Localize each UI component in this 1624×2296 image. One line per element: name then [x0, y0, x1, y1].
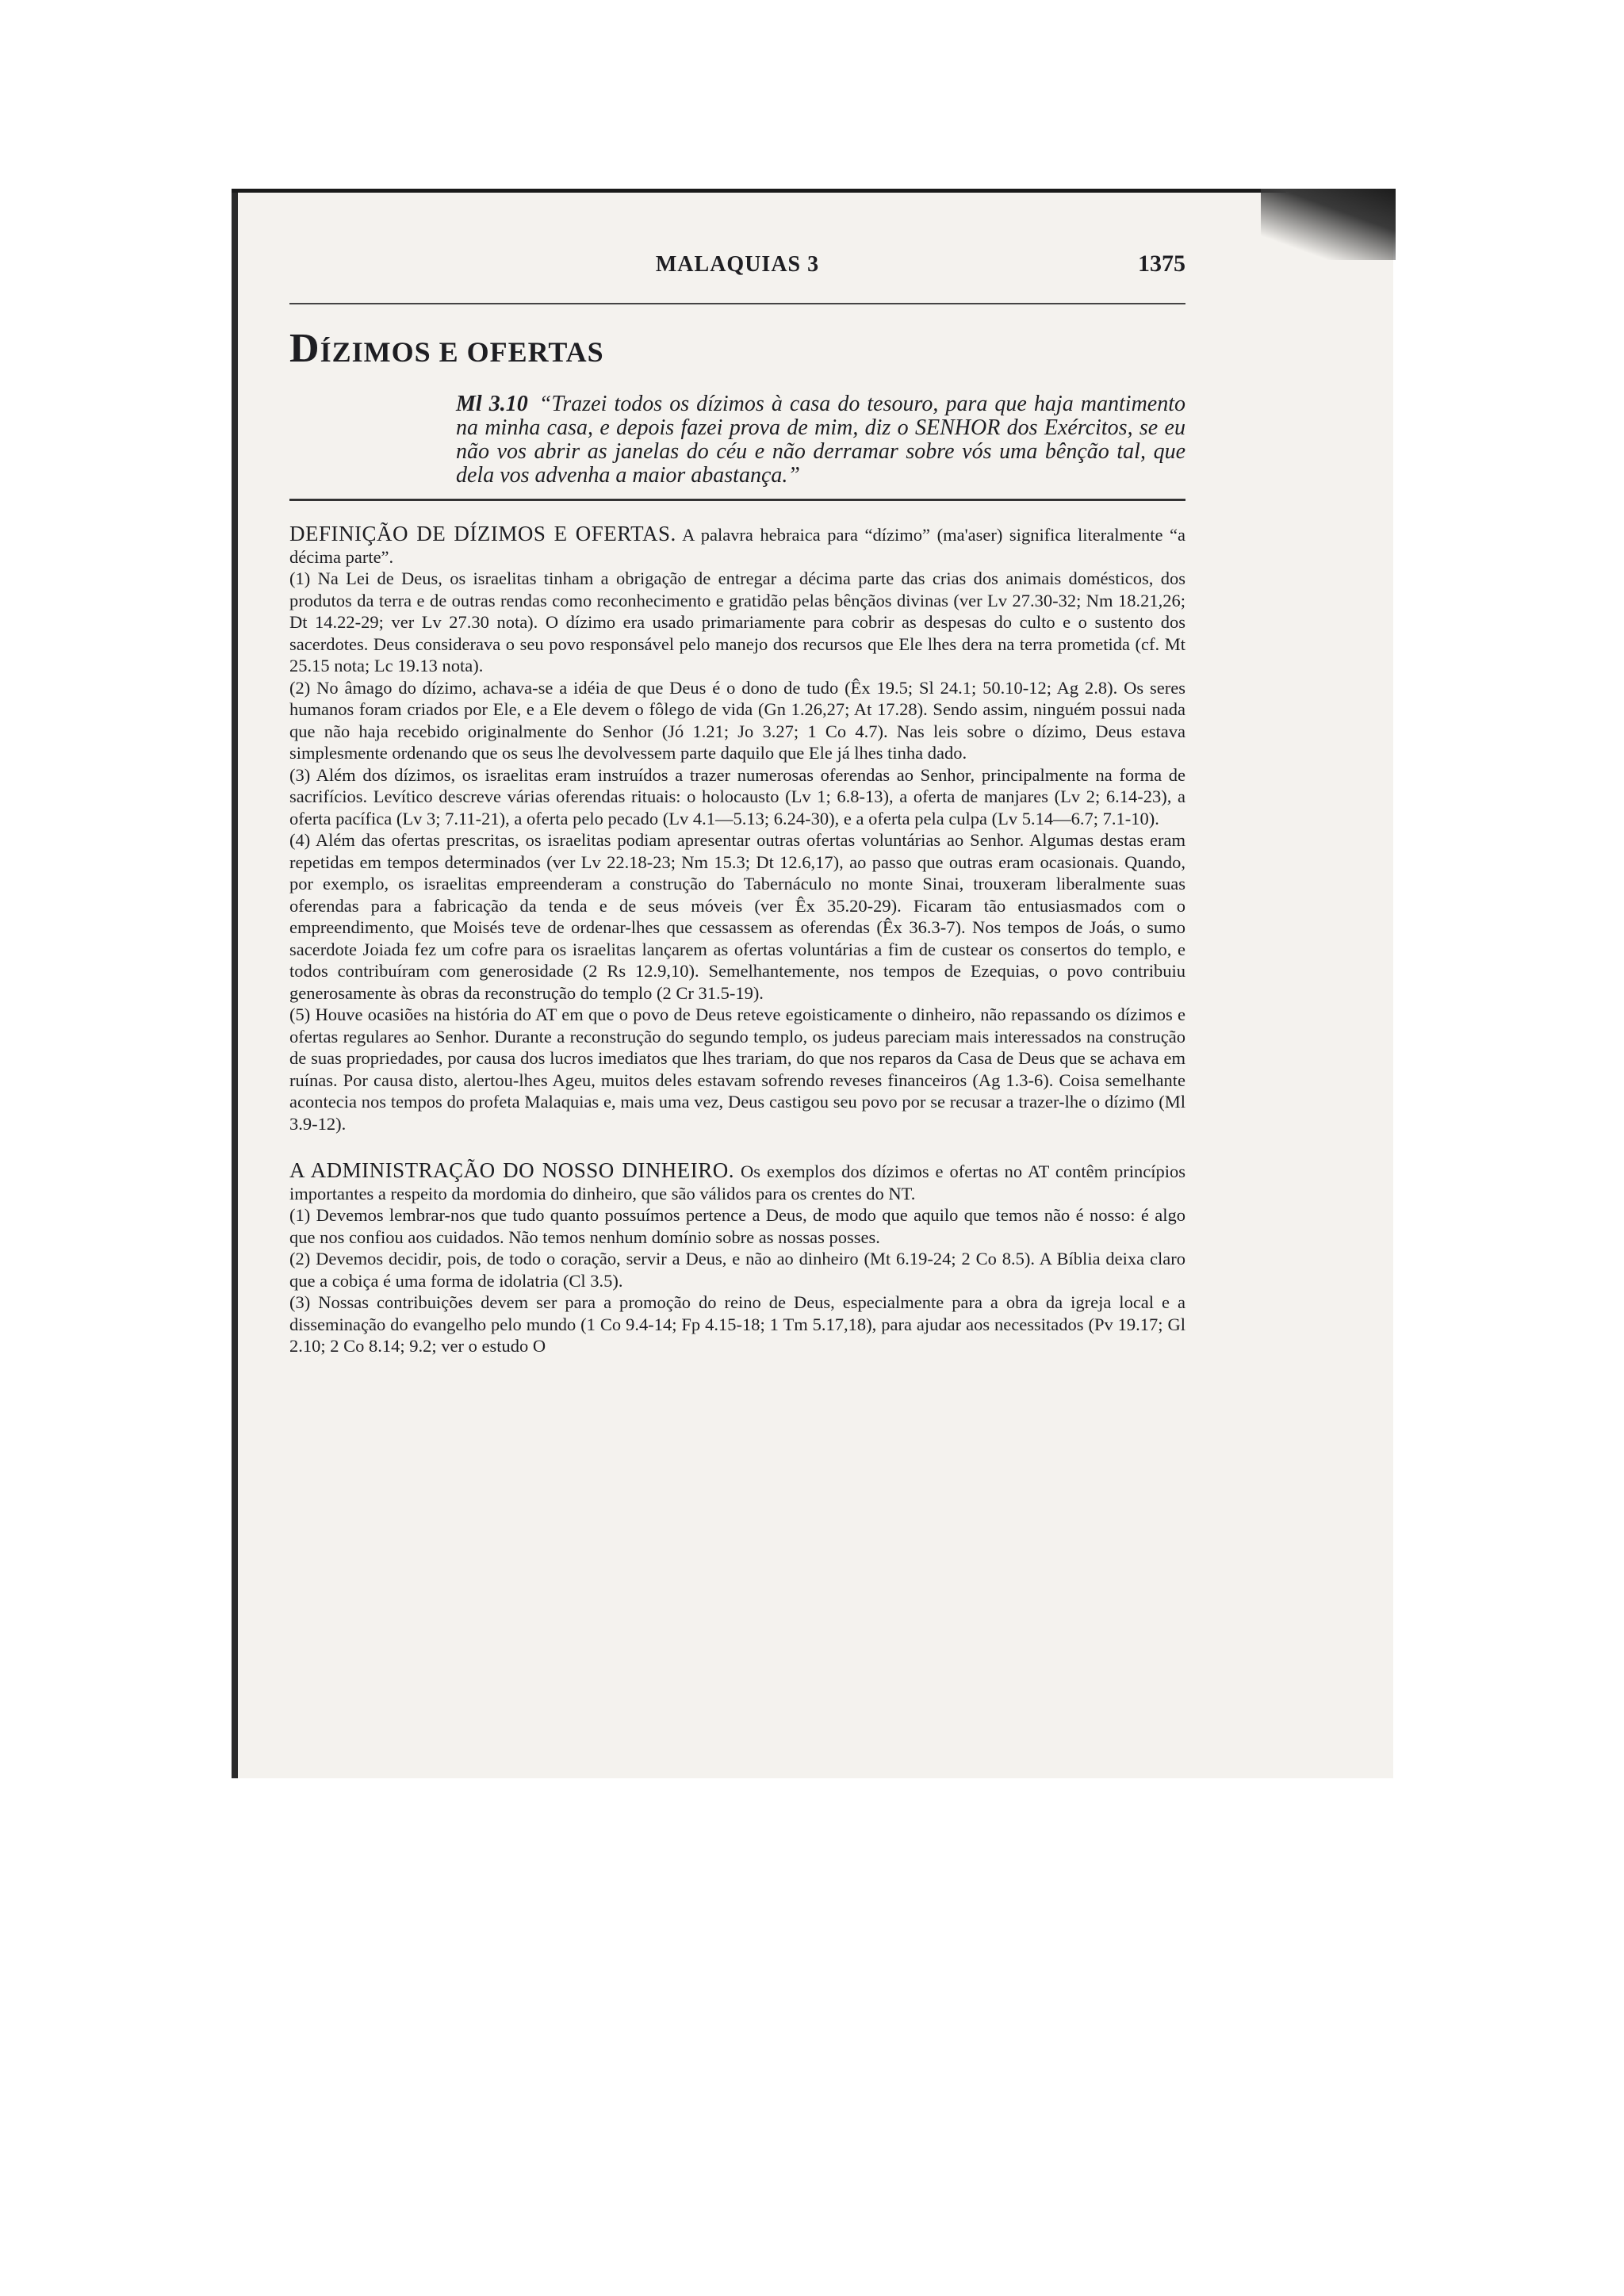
- epigraph-reference: Ml 3.10: [456, 392, 528, 416]
- paragraph: (2) Devemos decidir, pois, de todo o coração, servir a Deus, e não ao dinheiro (Mt 6.19-24; 2 Co 8.5). A Bíblia deixa claro que a cobiça é uma forma de idolatria (Cl 3.5).: [289, 1249, 1185, 1291]
- running-header: [289, 238, 1185, 285]
- paragraph: (1) Devemos lembrar-nos que tudo quanto possuímos pertence a Deus, de modo que aquilo que temos não é nosso: é algo que nos confiou aos cuidados. Não temos nenhum domínio sobre as nossas posses.: [289, 1205, 1185, 1247]
- paragraph: (3) Nossas contribuições devem ser para a promoção do reino de Deus, especialmente para a obra da igreja local e a disseminação do evangelho pelo mundo (1 Co 9.4-14; Fp 4.15-18; 1 Tm 5.17,18), para ajudar aos necessitados (Pv 19.17; Gl 2.10; 2 Co 8.14; 9.2; ver o estudo O: [289, 1292, 1185, 1356]
- page-content: [289, 238, 1185, 1357]
- section-definition: [289, 523, 1185, 1135]
- paragraph: (5) Houve ocasiões na história do AT em que o povo de Deus reteve egoisticamente o dinheiro, não repassando os dízimos e ofertas regulares ao Senhor. Durante a reconstrução do segundo templo, os judeus pareciam mais interessados na construção de suas propriedades, por causa dos lucros imediatos que lhes trariam, do que nos reparos da Casa de Deus que se achava em ruínas. Por causa disto, alertou-lhes Ageu, muitos deles estavam sofrendo reveses financeiros (Ag 1.3-6). Coisa semelhante acontecia nos tempos do profeta Malaquias e, mais uma vez, Deus castigou seu povo por se recusar a trazer-lhe o dízimo (Ml 3.9-12).: [289, 1004, 1185, 1134]
- epigraph-text: “Trazei todos os dízimos à casa do tesouro, para que haja mantimento na minha casa, e depois fazei prova de mim, diz o SENHOR dos Exércitos, se eu não vos abrir as janelas do céu e não derramar sobre vós uma bênção tal, que dela vos advenha a maior abastança.”: [456, 392, 1185, 488]
- section-lead: Os exemplos dos dízimos e ofertas no AT contêm princípios importantes a respeito da mordomia do dinheiro, que são válidos para os crentes do NT.: [289, 1161, 1186, 1203]
- paragraph: (4) Além das ofertas prescritas, os israelitas podiam apresentar outras ofertas voluntárias ao Senhor. Algumas destas eram repetidas em tempos determinados (ver Lv 22.18-23; Nm 15.3; Dt 12.6,17), ao passo que outras eram ocasionais. Quando, por exemplo, os israelitas empreenderam a construção do Tabernáculo no monte Sinai, trouxeram liberalmente suas oferendas para a fabricação da tenda e de seus móveis (ver Êx 35.20-29). Ficaram tão entusiasmados com o empreendimento, que Moisés teve de ordenar-lhes que cessassem as oferendas (Êx 36.3-7). Nos tempos de Joás, o sumo sacerdote Joiada fez um cofre para os israelitas lançarem as ofertas voluntárias a fim de custear os consertos do templo, e todos contribuíram com generosidade (2 Rs 12.9,10). Semelhantemente, nos tempos de Ezequias, o povo contribuiu generosamente às obras da reconstrução do templo (2 Cr 31.5-19).: [289, 830, 1185, 1003]
- section-lead: A palavra hebraica para “dízimo” (ma'aser) significa literalmente “a décima parte”.: [289, 525, 1185, 567]
- title-initial: D: [289, 326, 320, 371]
- page-corner-shadow: [1261, 189, 1396, 260]
- section-lead-paragraph: [289, 523, 1185, 568]
- paragraph: (1) Na Lei de Deus, os israelitas tinham a obrigação de entregar a décima parte das crias dos animais domésticos, dos produtos da terra e de outras rendas como reconhecimento e gratidão pelas bênçãos divinas (ver Lv 27.30-32; Nm 18.21,26; Dt 14.22-29; ver Lv 27.30 nota). O dízimo era usado primariamente para cobrir as despesas do culto e o sustento dos sacerdotes. Deus considerava o seu povo responsável pelo manejo dos recursos que Ele lhes dera na terra prometida (cf. Mt 25.15 nota; Lc 19.13 nota).: [289, 568, 1185, 675]
- running-title: MALAQUIAS 3: [655, 252, 820, 277]
- section-heading: A ADMINISTRAÇÃO DO NOSSO DINHEIRO.: [289, 1158, 735, 1182]
- section-heading: DEFINIÇÃO DE DÍZIMOS E OFERTAS.: [289, 522, 676, 545]
- article-title: [289, 325, 1185, 372]
- epigraph: [456, 392, 1185, 488]
- header-divider: [289, 303, 1185, 304]
- title-rest: ÍZIMOS E OFERTAS: [320, 336, 604, 368]
- epigraph-divider: [289, 499, 1185, 501]
- paragraph: (3) Além dos dízimos, os israelitas eram instruídos a trazer numerosas oferendas ao Senhor, principalmente na forma de sacrifícios. Levítico descreve várias oferendas rituais: o holocausto (Lv 1; 6.8-13), a oferta de manjares (Lv 2; 6.14-23), a oferta pacífica (Lv 3; 7.11-21), a oferta pelo pecado (Lv 4.1—5.13; 6.24-30), e a oferta pela culpa (Lv 5.14—6.7; 7.1-10).: [289, 764, 1185, 828]
- page-number: 1375: [1138, 251, 1185, 277]
- section-lead-paragraph: [289, 1160, 1185, 1204]
- section-administration: [289, 1160, 1185, 1357]
- paragraph: (2) No âmago do dízimo, achava-se a idéia de que Deus é o dono de tudo (Êx 19.5; Sl 24.1; 50.10-12; Ag 2.8). Os seres humanos foram criados por Ele, e a Ele devem o fôlego de vida (Gn 1.26,27; At 17.28). Sendo assim, ninguém possui nada que não haja recebido originalmente do Senhor (Jó 1.21; Jo 3.27; 1 Co 4.7). Nas leis sobre o dízimo, Deus estava simplesmente ordenando que os seus lhe devolvessem parte daquilo que Ele já lhes tinha dado.: [289, 677, 1185, 763]
